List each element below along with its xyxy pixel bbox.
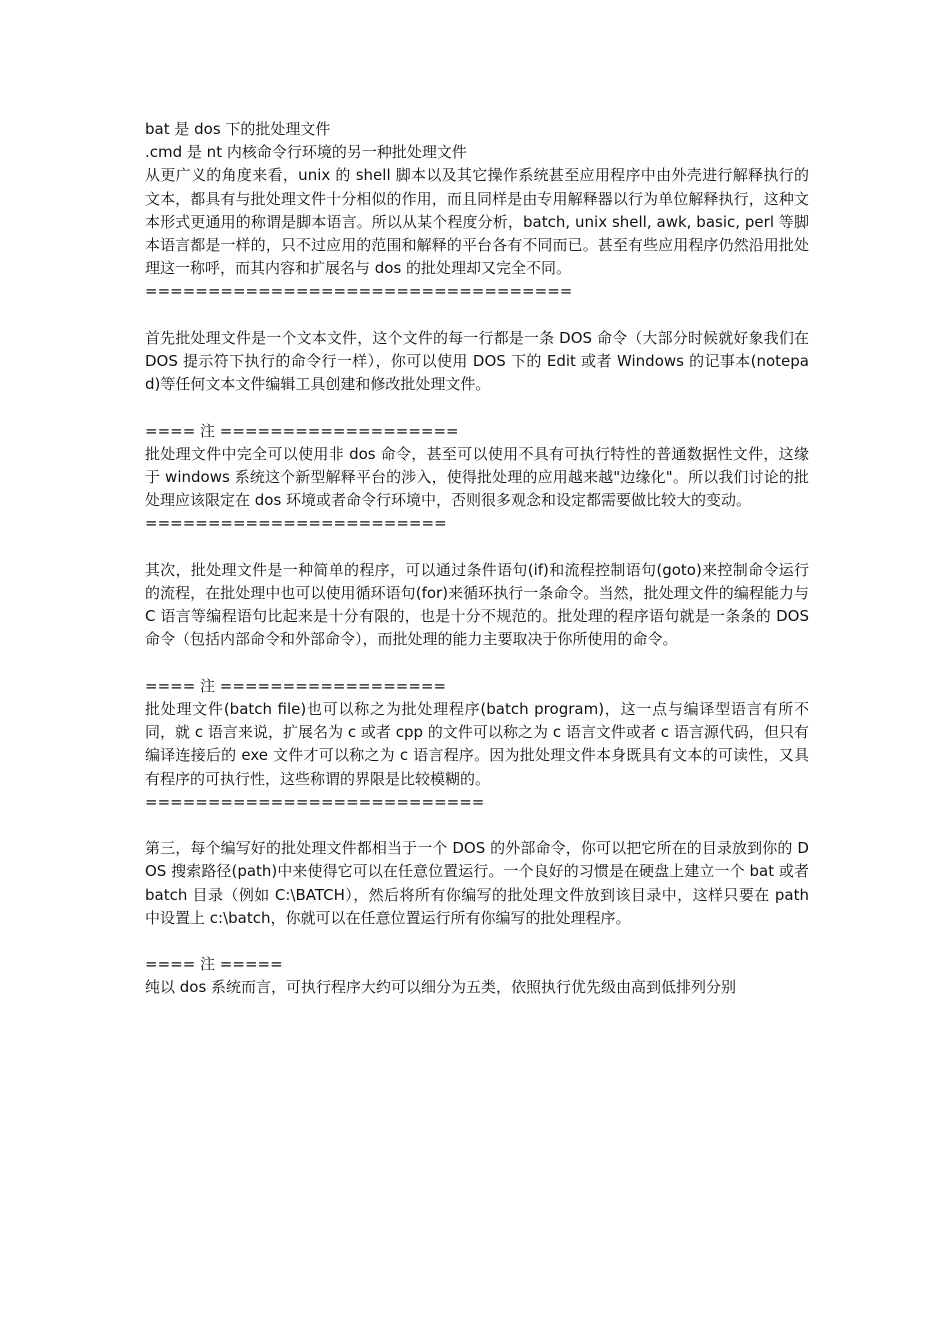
blank-line xyxy=(145,814,809,837)
separator-rule: ======================== xyxy=(145,514,447,533)
paragraph-note-executable-types: 纯以 dos 系统而言，可执行程序大约可以细分为五类，依照执行优先级由高到低排列分别 xyxy=(145,978,737,997)
line-cmd-definition: .cmd 是 nt 内核命令行环境的另一种批处理文件 xyxy=(145,143,467,162)
separator-rule: ================================== xyxy=(145,282,573,301)
line-bat-definition: bat 是 dos 下的批处理文件 xyxy=(145,120,331,138)
blank-line xyxy=(145,652,809,675)
paragraph-second-point: 其次，批处理文件是一种简单的程序，可以通过条件语句(if)和流程控制语句(goto)来控制命令运行的流程，在批处理中也可以使用循环语句(for)来循环执行一条命令。当然，批处理文件的编程能力与 C 语言等编程语句比起来是十分有限的，也是十分不规范的。批处理的程序语句就是一条条的 DOS 命令（包括内部命令和外部命令），而批处理的能力主要取决于你所使用的命令。 xyxy=(145,560,809,649)
paragraph-note-non-dos: 批处理文件中完全可以使用非 dos 命令，甚至可以使用不具有可执行特性的普通数据性文件，这缘于 windows 系统这个新型解释平台的涉入，使得批处理的应用越来越"边缘化"。所以我们讨论的批处理应该限定在 dos 环境或者命令行环境中，否则很多观念和设定都需要做比较大的变动。 xyxy=(145,444,809,510)
note-heading: ==== 注 ================== xyxy=(145,676,447,695)
blank-line xyxy=(145,536,809,559)
blank-line xyxy=(145,304,809,327)
note-heading: ==== 注 ===== xyxy=(145,955,283,974)
note-heading: ==== 注 =================== xyxy=(145,421,459,440)
paragraph-note-batch-program: 批处理文件(batch file)也可以称之为批处理程序(batch program)，这一点与编译型语言有所不同，就 c 语言来说，扩展名为 c 或者 cpp 的文件可以称之为 c 语言文件或者 c 语言源代码，但只有编译连接后的 exe 文件才可以称之为 c 语言程序。因为批处理文件本身既具有文本的可读性，又具有程序的可执行性，这些称谓的界限是比较模糊的。 xyxy=(145,700,809,788)
paragraph-script-language: 从更广义的角度来看，unix 的 shell 脚本以及其它操作系统甚至应用程序中由外壳进行解释执行的文本，都具有与批处理文件十分相似的作用，而且同样是由专用解释器以行为单位解释执行，这种文本形式更通用的称谓是脚本语言。所以从某个程度分析，batch, unix shell, awk, basic, perl 等脚本语言都是一样的，只不过应用的范围和解释的平台各有不同而已。甚至有些应用程序仍然沿用批处理这一称呼，而其内容和扩展名与 dos 的批处理却又完全不同。 xyxy=(145,166,809,278)
paragraph-first-point: 首先批处理文件是一个文本文件，这个文件的每一行都是一条 DOS 命令（大部分时候就好象我们在 DOS 提示符下执行的命令行一样），你可以使用 DOS 下的 Edit 或者 Windows 的记事本(notepad)等任何文本文件编辑工具创建和修改批处理文件。 xyxy=(145,328,809,394)
blank-line xyxy=(145,396,809,419)
separator-rule: =========================== xyxy=(145,792,485,811)
blank-line xyxy=(145,930,809,953)
document-body xyxy=(145,118,809,1000)
paragraph-third-point: 第三，每个编写好的批处理文件都相当于一个 DOS 的外部命令，你可以把它所在的目录放到你的 DOS 搜索路径(path)中来使得它可以在任意位置运行。一个良好的习惯是在硬盘上建立一个 bat 或者 batch 目录（例如 C:\BATCH），然后将所有你编写的批处理文件放到该目录中，这样只要在 path 中设置上 c:\batch，你就可以在任意位置运行所有你编写的批处理程序。 xyxy=(145,839,809,927)
